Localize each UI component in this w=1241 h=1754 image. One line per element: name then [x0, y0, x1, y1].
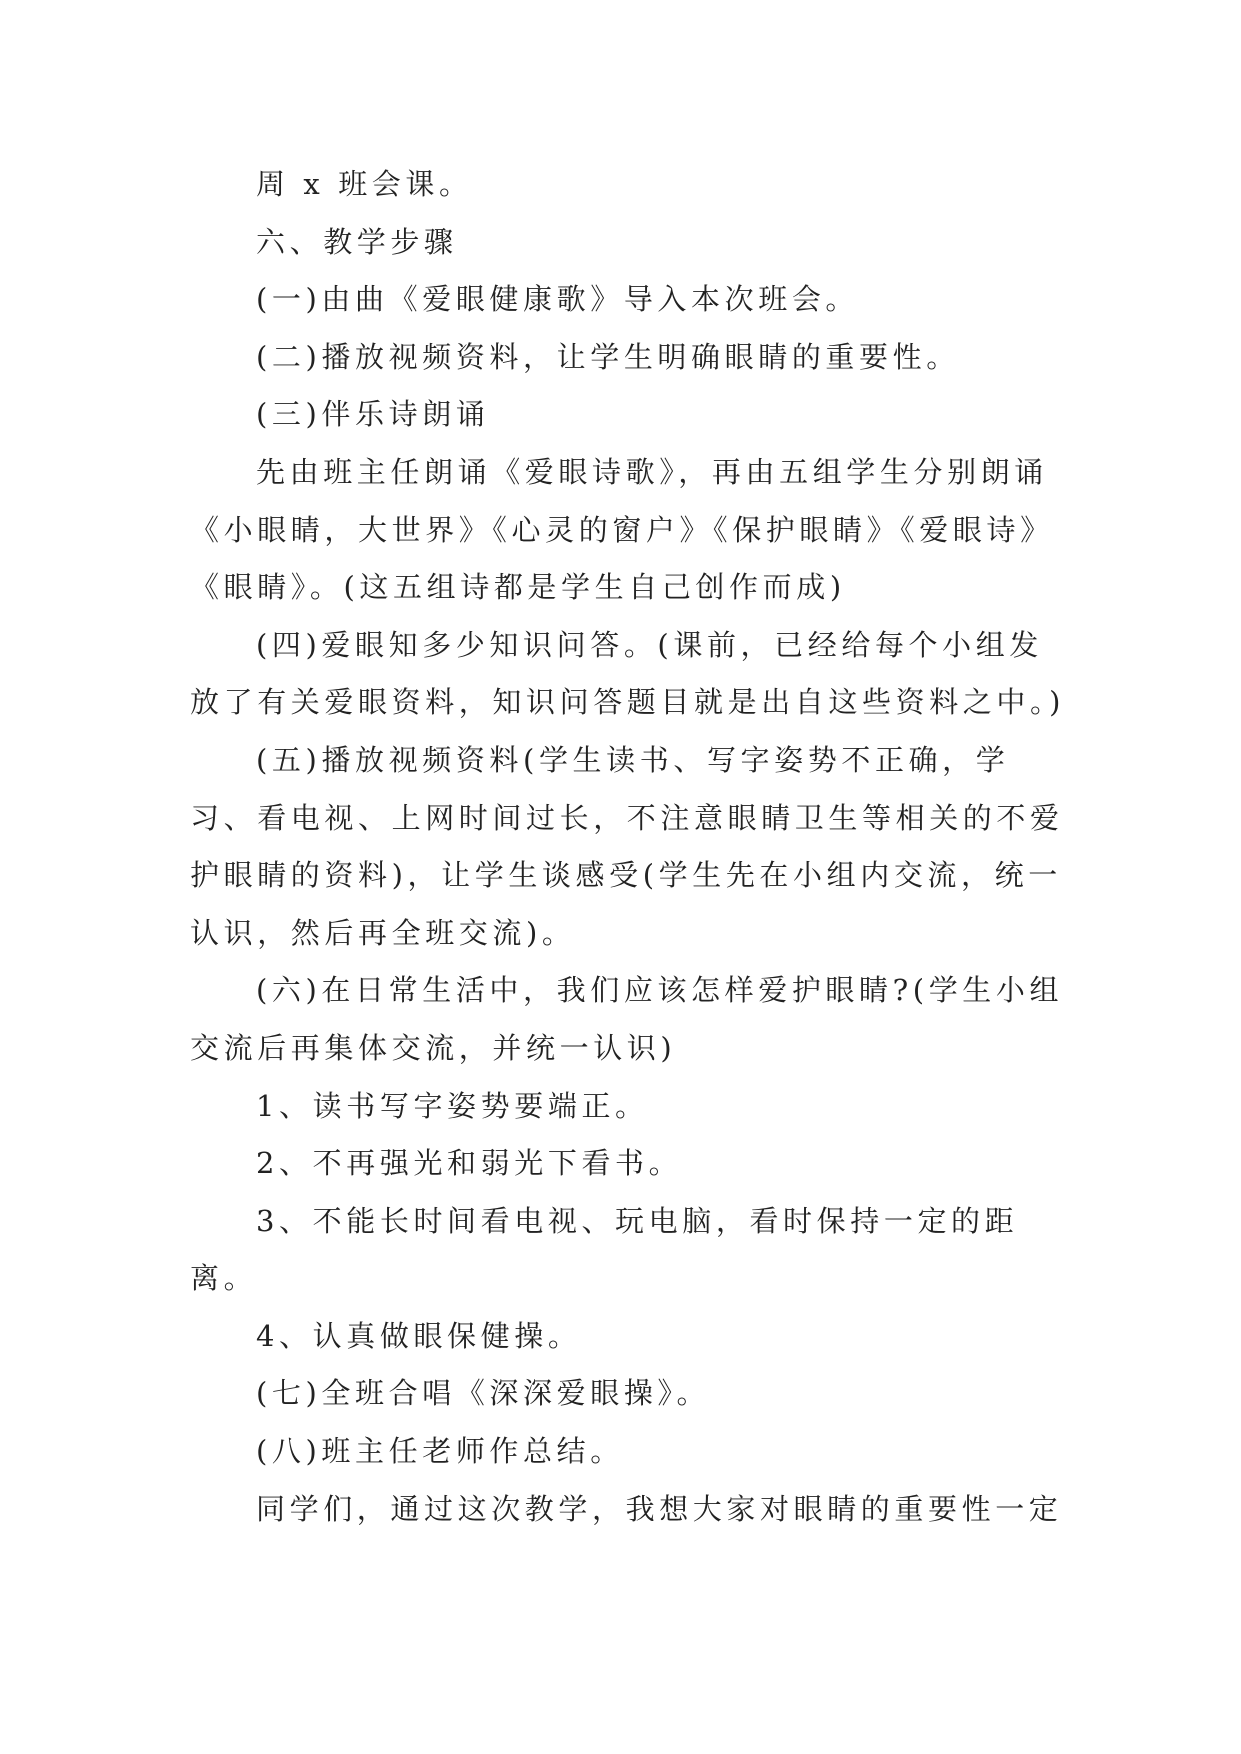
paragraph-class-meeting-time: 周 x 班会课。	[256, 167, 473, 201]
paragraph-summary: 同学们，通过这次教学，我想大家对眼睛的重要性一定	[256, 1491, 1063, 1526]
list-item-4: 4、认真做眼保健操。	[256, 1318, 582, 1353]
section-heading-teaching-steps: 六、教学步骤	[256, 224, 458, 259]
document-body	[190, 156, 1070, 1538]
step-6: (六)在日常生活中，我们应该怎样爱护眼睛?(学生小组交流后再集体交流，并统一认识)	[190, 973, 1064, 1065]
list-item-2: 2、不再强光和弱光下看书。	[256, 1146, 683, 1181]
step-5: (五)播放视频资料(学生读书、写字姿势不正确，学习、看电视、上网时间过长，不注意眼睛卫生等相关的不爱护眼睛的资料)，让学生谈感受(学生先在小组内交流，统一认识，然后再全班交流)。	[190, 742, 1064, 950]
step-3: (三)伴乐诗朗诵	[256, 397, 490, 432]
step-2: (二)播放视频资料，让学生明确眼睛的重要性。	[256, 339, 960, 374]
step-3-detail: 先由班主任朗诵《爱眼诗歌》，再由五组学生分别朗诵《小眼睛，大世界》《心灵的窗户》《保护眼睛》《爱眼诗》《眼睛》。(这五组诗都是学生自己创作而成)	[190, 454, 1054, 605]
list-item-1: 1、读书写字姿势要端正。	[256, 1088, 649, 1123]
step-4: (四)爱眼知多少知识问答。(课前，已经给每个小组发放了有关爱眼资料，知识问答题目就是出自这些资料之中。)	[190, 627, 1066, 720]
list-item-3: 3、不能长时间看电视、玩电脑，看时保持一定的距离。	[190, 1203, 1019, 1296]
step-7: (七)全班合唱《深深爱眼操》。	[256, 1376, 711, 1411]
step-1: (一)由曲《爱眼健康歌》导入本次班会。	[256, 282, 860, 317]
step-8: (八)班主任老师作总结。	[256, 1434, 624, 1469]
